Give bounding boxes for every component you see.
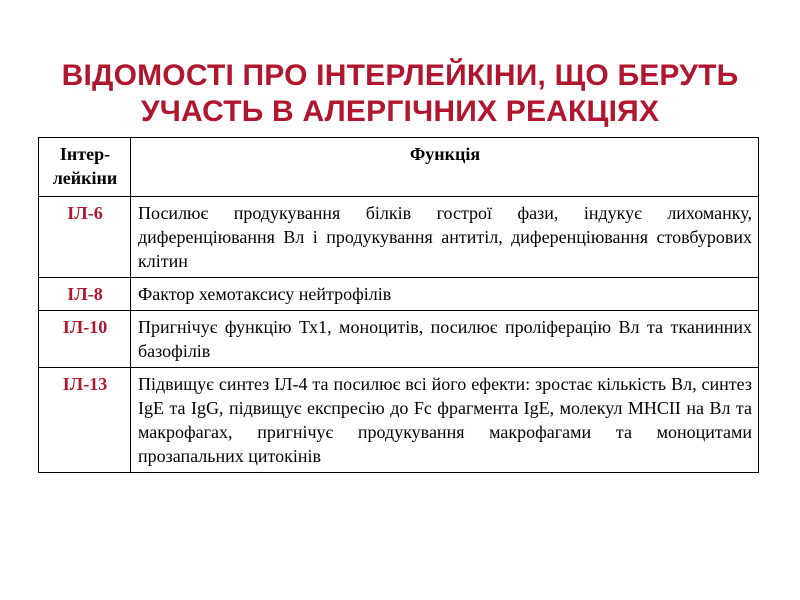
header-interleukins-line-1: Інтер- [59, 144, 111, 164]
table-row [39, 197, 759, 278]
interleukin-function: Підвищує синтез ІЛ-4 та посилює всі його ефекти: зростає кількість Вл, синтез IgE та IgG, підвищує експресію до Fc фрагмента IgE, молекул MHCII на Вл та макрофагах, пригнічує продукування макрофагами та моноцитами прозапальних цитокінів [131, 368, 759, 473]
interleukin-name: ІЛ-6 [39, 197, 131, 278]
header-function: Функція [131, 138, 759, 197]
table-row [39, 311, 759, 368]
interleukin-function: Посилює продукування білків гострої фази, індукує лихоманку, диференціювання Вл і продукування антитіл, диференціювання стовбурових клітин [131, 197, 759, 278]
interleukin-name: ІЛ-8 [39, 278, 131, 311]
interleukin-name: ІЛ-13 [39, 368, 131, 473]
table-row [39, 368, 759, 473]
interleukin-name: ІЛ-10 [39, 311, 131, 368]
interleukin-function: Пригнічує функцію Тх1, моноцитів, посилює проліферацію Вл та тканинних базофілів [131, 311, 759, 368]
header-interleukins-line-2: лейкіни [52, 168, 118, 188]
interleukin-function: Фактор хемотаксису нейтрофілів [131, 278, 759, 311]
table-header-row [39, 138, 759, 197]
header-interleukins [39, 138, 131, 197]
slide-title-line-1: ВІДОМОСТІ ПРО ІНТЕРЛЕЙКІНИ, ЩО БЕРУТЬ [61, 59, 739, 93]
slide-title-line-2: УЧАСТЬ В АЛЕРГІЧНИХ РЕАКЦІЯХ [140, 95, 660, 129]
interleukin-table [38, 137, 759, 473]
table-row [39, 278, 759, 311]
slide-title [0, 58, 800, 130]
